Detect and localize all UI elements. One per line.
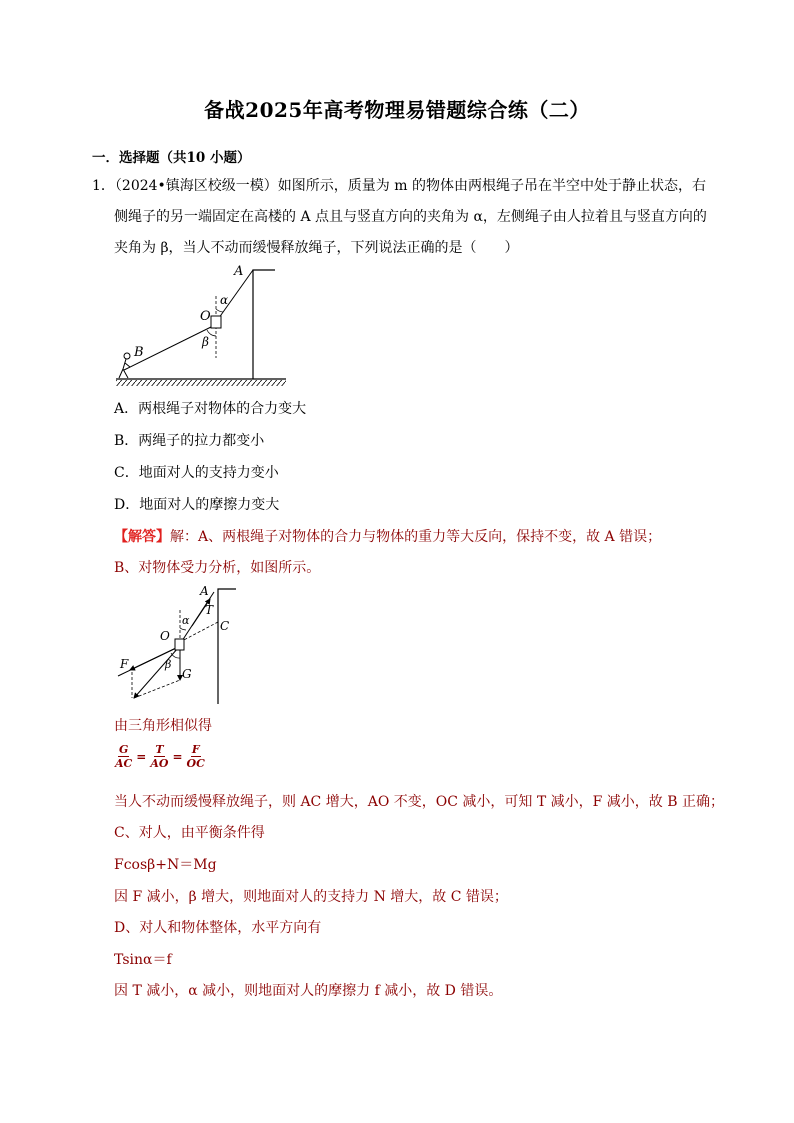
label-alpha: α xyxy=(182,614,190,627)
answer-line-11: 因 T 减小，α 减小，则地面对人的摩擦力 f 减小，故 D 错误。 xyxy=(114,983,503,999)
figure-2-force-diagram xyxy=(110,582,250,708)
answer-line-3: 由三角形相似得 xyxy=(114,718,212,734)
similar-triangle-equation xyxy=(114,743,206,770)
label-O: O xyxy=(200,309,211,324)
answer-line-10: Tsinα＝f xyxy=(114,952,172,968)
answer-tag: 【解答】 xyxy=(114,529,170,545)
label-A: A xyxy=(234,264,244,279)
person-figure xyxy=(119,353,130,378)
ground-hatch xyxy=(116,380,286,386)
label-beta: β xyxy=(165,658,172,671)
section-heading: 一．选择题（共10 小题） xyxy=(92,150,251,166)
question-line-2: 侧绳子的另一端固定在高楼的 A 点且与竖直方向的夹角为 α，左侧绳子由人拉着且与竖直方向的 xyxy=(114,209,707,225)
answer-line-2: B、对物体受力分析，如图所示。 xyxy=(114,560,321,576)
answer-line-9: D、对人和物体整体，水平方向有 xyxy=(114,920,322,936)
label-C: C xyxy=(220,619,230,633)
label-F: F xyxy=(120,657,129,671)
label-alpha: α xyxy=(220,293,229,307)
option-A: A．两根绳子对物体的合力变大 xyxy=(114,401,307,417)
answer-line-6: C、对人，由平衡条件得 xyxy=(114,825,265,841)
fraction-F-OC: $\frac{F}{OC}$ xyxy=(186,743,205,770)
question-line-1: 1．（2024•镇海区校级一模）如图所示，质量为 m 的物体由两根绳子吊在半空中处于静止状态，右 xyxy=(92,178,706,194)
label-G: G xyxy=(182,667,192,681)
option-B: B．两绳子的拉力都变小 xyxy=(114,433,265,449)
building-wall xyxy=(218,589,236,704)
label-T: T xyxy=(205,603,214,617)
option-D: D．地面对人的摩擦力变大 xyxy=(114,497,280,513)
page-title: 备战2025年高考物理易错题综合练（二） xyxy=(204,98,590,122)
question-line-3: 夹角为 β，当人不动而缓慢释放绳子，下列说法正确的是（ ） xyxy=(114,240,519,256)
alpha-arc xyxy=(216,309,223,312)
answer-line-8: 因 F 减小，β 增大，则地面对人的支持力 N 增大，故 C 错误； xyxy=(114,889,508,905)
equals-sign-1: = xyxy=(136,749,147,764)
fraction-G-AC: $\frac{G}{AC}$ xyxy=(115,743,133,770)
label-beta: β xyxy=(202,335,209,349)
figure-1-diagram xyxy=(110,262,290,390)
option-C: C．地面对人的支持力变小 xyxy=(114,465,279,481)
answer-line-7: Fcosβ+N＝Mg xyxy=(114,857,217,873)
object-block xyxy=(175,639,184,650)
dashed-side-2 xyxy=(134,680,180,698)
alpha-arc xyxy=(180,628,186,630)
answer-line-5: 当人不动而缓慢释放绳子，则 AC 增大，AO 不变，OC 减小，可知 T 减小，F 减小，故 B 正确； xyxy=(114,794,724,810)
label-O: O xyxy=(160,629,170,643)
equals-sign-2: = xyxy=(172,749,183,764)
label-A: A xyxy=(200,584,209,598)
resultant-arrow xyxy=(134,648,178,698)
object-block xyxy=(211,316,221,328)
building-wall xyxy=(253,270,275,379)
answer-line-1-text: 解：A、两根绳子对物体的合力与物体的重力等大反向，保持不变，故 A 错误； xyxy=(170,529,662,545)
fraction-T-AO: $\frac{T}{AO}$ xyxy=(150,743,169,770)
label-B: B xyxy=(134,345,144,360)
answer-line-1 xyxy=(114,526,661,546)
